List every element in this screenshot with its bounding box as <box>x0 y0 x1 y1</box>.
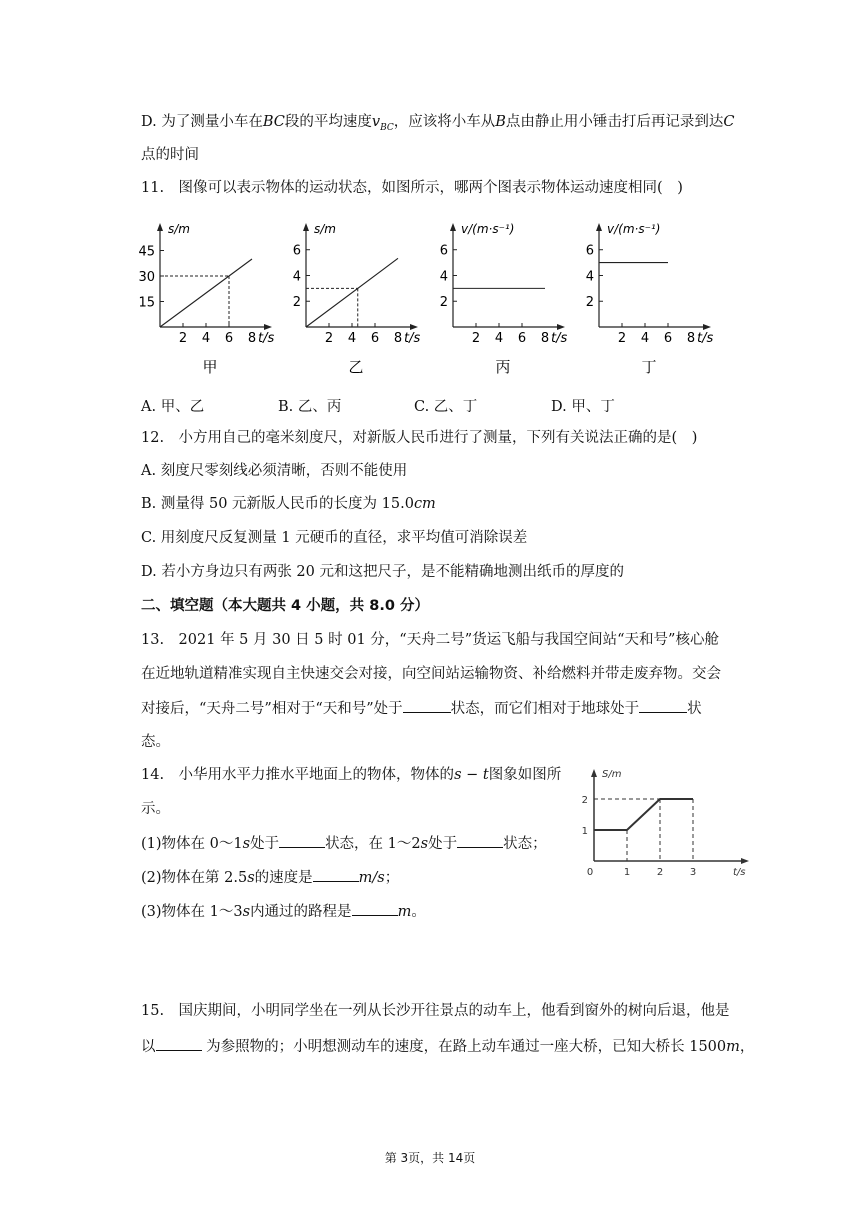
q14-line1: 14. 小华用水平力推水平地面上的物体，物体的s − t图象如图所 <box>141 767 562 783</box>
series-line <box>594 799 693 830</box>
x-tick-label: 0 <box>586 867 594 878</box>
x-tick-label: 2 <box>324 331 334 346</box>
y-tick-label: 1 <box>581 826 588 837</box>
y-axis-label: v/(m·s⁻¹) <box>461 222 515 236</box>
q14-part3: (3)物体在 1～3s内通过的路程是 m。 <box>141 901 426 922</box>
q13-line4: 态。 <box>141 734 170 750</box>
y-tick-label: 6 <box>439 243 448 259</box>
y-tick-label: 15 <box>138 295 155 311</box>
x-tick-label: 8 <box>540 331 550 346</box>
x-axis-label: t/s <box>551 331 568 346</box>
page-footer: 第 3页，共 14页 <box>384 1151 476 1165</box>
q12-option-a: A. 刻度尺零刻线必须清晰，否则不能使用 <box>141 463 408 479</box>
graph-label: 甲 <box>202 358 218 376</box>
x-tick-label: 1 <box>623 867 631 878</box>
y-tick-label: 2 <box>292 295 301 311</box>
q12-stem: 12. 小方用自己的毫米刻度尺，对新版人民币进行了测量，下列有关说法正确的是( ) <box>141 430 698 446</box>
y-axis-arrow <box>591 769 597 777</box>
x-tick-label: 4 <box>494 331 504 346</box>
q12-option-d: D. 若小方身边只有两张 20 元和这把尺子，是不能精确地测出纸币的厚度的 <box>141 564 624 580</box>
x-tick-label: 8 <box>247 331 257 346</box>
q12-option-c: C. 用刻度尺反复测量 1 元硬币的直径，求平均值可消除误差 <box>141 530 528 546</box>
q11-option-d: D. 甲、丁 <box>551 399 615 415</box>
graph-label: 丁 <box>641 358 657 376</box>
y-axis-arrow <box>596 223 602 231</box>
q11-option-b: B. 乙、丙 <box>278 399 342 415</box>
graph-2 <box>293 222 421 376</box>
q14-blank-2[interactable] <box>457 833 503 848</box>
x-axis-label: t/s <box>404 331 421 346</box>
q11-stem: 11. 图像可以表示物体的运动状态，如图所示，哪两个图表示物体运动速度相同( ) <box>141 180 683 196</box>
q13-line2: 在近地轨道精准实现自主快速交会对接，向空间站运输物资、补给燃料并带走废弃物。交会 <box>141 666 721 682</box>
y-axis-label: s/m <box>168 222 190 236</box>
y-tick-label: 30 <box>138 270 155 285</box>
q10-option-d-line1: D. 为了测量小车在BC段的平均速度$v_{BC}$，应该将小车从B点由静止用小锤击打后再记录到达C <box>141 114 735 133</box>
graph-3 <box>440 222 568 376</box>
graph-1 <box>138 222 274 376</box>
graph-label: 丙 <box>495 358 511 376</box>
q15-line2: 以 为参照物的；小明想测动车的速度，在路上动车通过一座大桥，已知大桥长 1500m， <box>141 1036 754 1057</box>
x-tick-label: 6 <box>370 331 380 346</box>
series-line <box>306 258 398 327</box>
q12-option-b: B. 测量得 50 元新版人民币的长度为 15.0cm <box>141 496 436 512</box>
x-tick-label: 6 <box>517 331 527 346</box>
y-tick-label: 2 <box>439 295 448 311</box>
series-line <box>160 259 252 327</box>
q13-line3: 对接后，“天舟二号”相对于“天和号”处于 状态，而它们相对于地球处于 状 <box>141 698 702 719</box>
y-tick-label: 2 <box>581 795 588 806</box>
x-axis-label: t/s <box>697 331 714 346</box>
y-tick-label: 4 <box>585 269 594 285</box>
x-axis-label: t/s <box>258 331 275 346</box>
y-axis-arrow <box>450 223 456 231</box>
q14-blank-4[interactable] <box>352 901 398 916</box>
y-tick-label: 6 <box>292 243 301 259</box>
x-tick-label: 4 <box>347 331 357 346</box>
y-axis-label: v/(m·s⁻¹) <box>607 222 661 236</box>
q11-option-a: A. 甲、乙 <box>141 399 205 415</box>
q13-blank-1[interactable] <box>403 698 451 713</box>
x-tick-label: 4 <box>640 331 650 346</box>
x-tick-label: 2 <box>617 331 627 346</box>
graph-4 <box>586 222 714 376</box>
y-tick-label: 6 <box>585 243 594 259</box>
y-axis-label: s/m <box>314 222 336 236</box>
x-tick-label: 2 <box>471 331 481 346</box>
x-tick-label: 2 <box>178 331 188 346</box>
y-axis-arrow <box>303 223 309 231</box>
y-tick-label: 2 <box>585 295 594 311</box>
q13-line1: 13. 2021 年 5 月 30 日 5 时 01 分，“天舟二号”货运飞船与我国空间站“天和号”核心舱 <box>141 632 719 648</box>
y-tick-label: 4 <box>292 269 301 285</box>
x-tick-label: 6 <box>224 331 234 346</box>
x-tick-label: 3 <box>689 867 697 878</box>
q14-part2: (2)物体在第 2.5s的速度是 m/s； <box>141 867 399 888</box>
x-tick-label: 8 <box>393 331 403 346</box>
q14-graph <box>575 760 755 890</box>
q11-option-c: C. 乙、丁 <box>414 399 478 415</box>
x-axis-arrow <box>410 324 418 330</box>
q14-part1: (1)物体在 0～1s处于 状态，在 1～2s处于 状态； <box>141 833 547 854</box>
x-axis-arrow <box>703 324 711 330</box>
x-tick-label: 4 <box>201 331 211 346</box>
x-axis-label: t/s <box>733 867 746 878</box>
graph-label: 乙 <box>348 358 364 376</box>
x-tick-label: 6 <box>663 331 673 346</box>
y-tick-label: 45 <box>138 244 155 260</box>
q13-blank-2[interactable] <box>639 698 687 713</box>
x-axis-arrow <box>264 324 272 330</box>
q15-blank-1[interactable] <box>156 1036 202 1051</box>
x-axis-arrow <box>741 858 749 864</box>
q10-option-d-line2: 点的时间 <box>141 147 199 163</box>
q14-blank-3[interactable] <box>313 867 359 882</box>
y-tick-label: 4 <box>439 269 448 285</box>
q15-line1: 15. 国庆期间，小明同学坐在一列从长沙开往景点的动车上，他看到窗外的树向后退，他是 <box>141 1003 730 1019</box>
y-axis-label: S/m <box>602 769 622 780</box>
q14-blank-1[interactable] <box>279 833 325 848</box>
x-tick-label: 8 <box>686 331 696 346</box>
q14-line2: 示。 <box>141 801 170 817</box>
x-axis-arrow <box>557 324 565 330</box>
x-tick-label: 2 <box>656 867 664 878</box>
q11-graphs <box>0 212 860 382</box>
y-axis-arrow <box>157 223 163 231</box>
section-2-heading: 二、填空题（本大题共 4 小题，共 8.0 分） <box>141 598 429 614</box>
